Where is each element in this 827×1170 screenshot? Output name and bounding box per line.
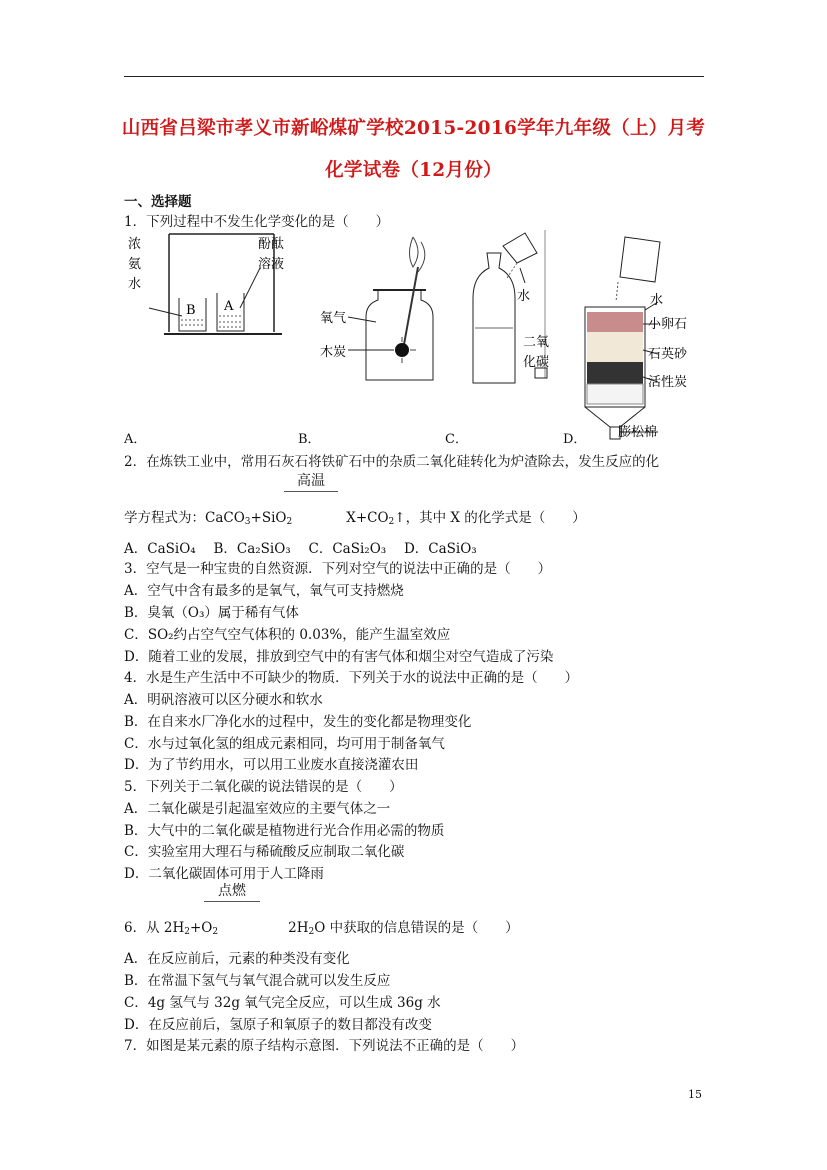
- figure-d-label-1: 水: [650, 293, 664, 308]
- q2-eq-part1: 学方程式为：CaCO: [124, 510, 245, 526]
- figure-a-beaker-b: B: [186, 303, 196, 318]
- q2-sub-2a: 2: [286, 517, 293, 527]
- question-7-stem: 7．如图是某元素的原子结构示意图．下列说法不正确的是（ ）: [124, 1038, 525, 1054]
- q4-option-d: D．为了节约用水，可以用工业废水直接浇灌农田: [124, 757, 419, 773]
- q6-eq-part3: 2H: [288, 920, 309, 936]
- section-heading: 一、选择题: [124, 194, 192, 210]
- figure-a-label-1: 浓: [128, 237, 142, 252]
- q3-option-b: B．臭氧（O₃）属于稀有气体: [124, 605, 299, 621]
- q4-option-b: B．在自来水厂净化水的过程中，发生的变化都是物理变化: [124, 714, 472, 730]
- q6-option-a: A．在反应前后，元素的种类没有变化: [124, 951, 350, 967]
- q2-condition-bar: [284, 491, 338, 492]
- q6-condition-text: 点燃: [218, 883, 246, 899]
- q4-option-a: A．明矾溶液可以区分硬水和软水: [124, 692, 323, 708]
- question-2-line1: 2．在炼铁工业中，常用石灰石将铁矿石中的杂质二氧化硅转化为炉渣除去，发生反应的化: [124, 454, 660, 470]
- figure-d-water-purifier: [580, 232, 700, 442]
- q6-option-d: D．在反应前后，氢原子和氧原子的数目都没有改变: [124, 1017, 432, 1033]
- figure-a-label-5: 溶液: [258, 257, 284, 272]
- q4-option-c: C．水与过氧化氢的组成元素相同，均可用于制备氧气: [124, 736, 445, 752]
- q6-eq-part2: +O: [189, 920, 213, 936]
- figure-a-ammonia-phenolphthalein: [124, 228, 284, 348]
- figure-c-co2-label-1: 二氧: [523, 335, 550, 350]
- exam-title-line2: 化学试卷（12月份）: [325, 160, 502, 181]
- q2-sub-2b: 2: [388, 517, 395, 527]
- q5-option-a: A．二氧化碳是引起温室效应的主要气体之一: [124, 801, 391, 817]
- figure-b-oxygen-label: 氧气: [320, 311, 347, 326]
- figure-a-label-4: 酚酞: [258, 237, 284, 252]
- q3-option-c: C．SO₂约占空气空气体积的 0.03%，能产生温室效应: [124, 627, 451, 643]
- q5-option-d: D．二氧化碳固体可用于人工降雨: [124, 866, 324, 882]
- question-2-options: A．CaSiO₄ B．Ca₂SiO₃ C．CaSi₂O₃ D．CaSiO₃: [124, 541, 477, 557]
- figure-d-label-4: 活性炭: [648, 375, 688, 390]
- header-rule: [124, 76, 704, 77]
- q6-sub-2c: 2: [308, 927, 315, 937]
- question-1-stem: 1．下列过程中不发生化学变化的是（ ）: [124, 214, 390, 230]
- q2-eq-part3: X+CO: [346, 510, 389, 526]
- q1-option-c: C．: [445, 432, 468, 447]
- q2-eq-part4: ↑，其中 X 的化学式是（ ）: [394, 510, 586, 526]
- q2-eq-part2: +SiO: [250, 510, 287, 526]
- figure-d-label-5: 膨松棉: [618, 425, 658, 440]
- q5-option-b: B．大气中的二氧化碳是植物进行光合作用必需的物质: [124, 823, 445, 839]
- figure-b-carbon-label: 木炭: [320, 345, 347, 360]
- q6-eq-part1: 6．从 2H: [124, 920, 185, 936]
- q6-option-c: C．4g 氢气与 32g 氧气完全反应，可以生成 36g 水: [124, 995, 441, 1011]
- question-2-line2: [124, 506, 586, 527]
- figure-a-label-3: 水: [128, 277, 142, 292]
- q6-sub-2a: 2: [184, 927, 190, 937]
- q6-condition-bar: [204, 901, 260, 902]
- figure-c-water-label: 水: [517, 289, 531, 304]
- q1-option-a: A．: [124, 432, 147, 447]
- figure-c-water-co2-bottle: [465, 228, 565, 388]
- figure-a-label-2: 氨: [128, 257, 142, 272]
- figure-d-label-3: 石英砂: [648, 347, 688, 362]
- question-5-stem: 5．下列关于二氧化碳的说法错误的是（ ）: [124, 779, 403, 795]
- figure-a-beaker-a: A: [224, 299, 234, 314]
- exam-title-line1: 山西省吕梁市孝义市新峪煤矿学校2015-2016学年九年级（上）月考: [121, 118, 706, 139]
- figure-d-label-2: 小卵石: [648, 317, 688, 332]
- question-4-stem: 4．水是生产生活中不可缺少的物质．下列关于水的说法中正确的是（ ）: [124, 670, 579, 686]
- page-number: 15: [688, 1088, 702, 1101]
- question-3-stem: 3．空气是一种宝贵的自然资源．下列对空气的说法中正确的是（ ）: [124, 561, 552, 577]
- q1-option-b: B．: [298, 432, 321, 447]
- q5-option-c: C．实验室用大理石与稀硫酸反应制取二氧化碳: [124, 844, 405, 860]
- q3-option-a: A．空气中含有最多的是氧气，氧气可支持燃烧: [124, 583, 404, 599]
- q2-reaction-condition: [284, 470, 338, 492]
- q1-option-d: D．: [563, 432, 587, 447]
- q6-reaction-condition: [204, 880, 260, 902]
- q6-eq-part4: O 中获取的信息错误的是（ ）: [314, 920, 519, 936]
- q2-sub-3: 3: [244, 517, 251, 527]
- question-6-stem: [124, 916, 519, 937]
- q6-option-b: B．在常温下氢气与氧气混合就可以发生反应: [124, 973, 391, 989]
- q2-condition-text: 高温: [297, 473, 325, 489]
- figure-c-co2-label-2: 化碳: [523, 355, 550, 370]
- q6-sub-2b: 2: [212, 927, 219, 937]
- figure-b-charcoal-oxygen: [318, 232, 438, 382]
- q3-option-d: D．随着工业的发展，排放到空气中的有害气体和烟尘对空气造成了污染: [124, 649, 554, 665]
